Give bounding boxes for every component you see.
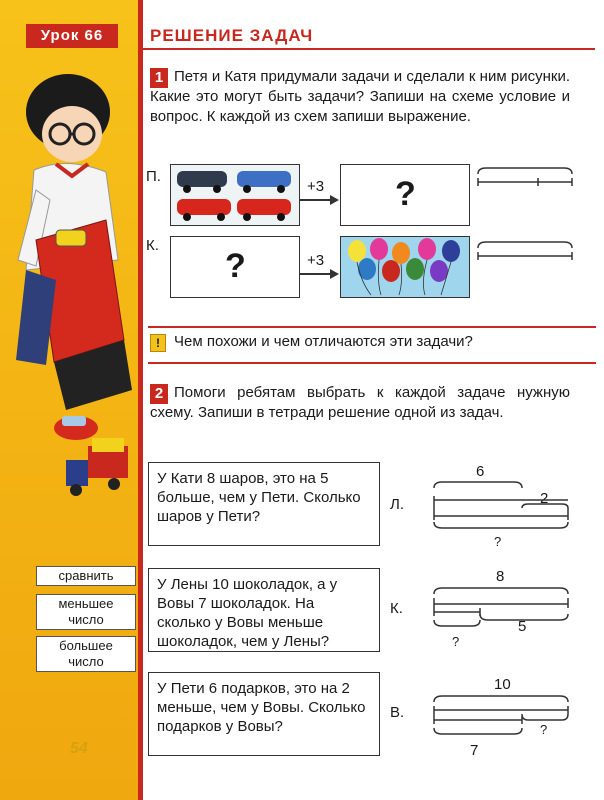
task-1-number: 1 — [150, 68, 168, 88]
cars-picture — [170, 164, 300, 226]
scheme-l — [430, 478, 572, 538]
row-k-arrow-head — [330, 269, 339, 279]
page-title: РЕШЕНИЕ ЗАДАЧ — [150, 26, 314, 45]
term-larger-number: большее число — [36, 636, 136, 672]
problem-3-box — [148, 672, 380, 756]
balloons-icon — [341, 237, 469, 297]
balloons-picture — [340, 236, 470, 298]
title-rule — [143, 48, 595, 50]
row-k-unknown-box — [170, 236, 300, 298]
row-k-arrow — [300, 273, 330, 275]
task-2-number: 2 — [150, 384, 168, 404]
scheme-l-letter: Л. — [390, 496, 405, 513]
problem-2-box — [148, 568, 380, 652]
row-k-scheme — [476, 240, 576, 270]
scheme-k — [430, 584, 572, 644]
row-k-question-mark: ? — [225, 247, 246, 285]
page-number: 54 — [70, 740, 88, 757]
scheme-v-letter: В. — [390, 704, 405, 721]
divider-1 — [148, 326, 596, 328]
scheme-v-bottom-value: 7 — [470, 742, 479, 759]
task-2-text: Помоги ребятам выбрать к каждой задаче нужную схему. Запиши в тетради решение одной из задач. — [150, 384, 570, 421]
term-smaller-number: меньшее число — [36, 594, 136, 630]
scheme-l-right-value: 2 — [540, 490, 549, 507]
row-p-question-mark: ? — [395, 175, 416, 213]
divider-2 — [148, 362, 596, 364]
boy-illustration — [6, 60, 138, 520]
row-p-arrow-head — [330, 195, 339, 205]
problem-2-text: У Лены 10 шоколадок, а у Вовы 7 шоколадок. На сколько у Вовы меньше шоколадок, чем у Лены? — [157, 576, 338, 650]
lesson-label: Урок 66 — [26, 24, 118, 48]
row-p-scheme — [476, 166, 576, 196]
scheme-k-top-value: 8 — [496, 568, 505, 585]
problem-1-text: У Кати 8 шаров, это на 5 больше, чем у Пети. Сколько шаров у Пети? — [157, 470, 361, 525]
row-p-operation: +3 — [307, 178, 325, 195]
hint-icon: ! — [150, 334, 166, 352]
row-p-label: П. — [146, 168, 161, 185]
task-1-hint: Чем похожи и чем отличаются эти задачи? — [174, 333, 473, 350]
row-p-arrow — [300, 199, 330, 201]
row-k-label: К. — [146, 237, 159, 254]
scheme-v — [430, 692, 572, 752]
problem-1-box — [148, 462, 380, 546]
problem-3-text: У Пети 6 подарков, это на 2 меньше, чем у Вовы. Сколько подарков у Вовы? — [157, 680, 366, 735]
cars-icon — [171, 165, 299, 225]
row-p-unknown-box — [340, 164, 470, 226]
scheme-k-right-value: 5 — [518, 618, 527, 635]
sidebar-edge — [138, 0, 143, 800]
row-k-operation: +3 — [307, 252, 325, 269]
scheme-l-top-value: 6 — [476, 463, 485, 480]
scheme-k-letter: К. — [390, 600, 403, 617]
scheme-v-right-value: ? — [540, 722, 548, 737]
term-compare: сравнить — [36, 566, 136, 586]
scheme-v-top-value: 10 — [494, 676, 511, 693]
scheme-l-bottom-value: ? — [494, 534, 502, 549]
scheme-k-bottom-value: ? — [452, 634, 460, 649]
task-1-text: Петя и Катя придумали задачи и сделали к ним рисунки. Какие это могут быть задачи? Запиши на схеме условие и вопрос. К каждой из схем запиши выражение. — [150, 68, 570, 125]
